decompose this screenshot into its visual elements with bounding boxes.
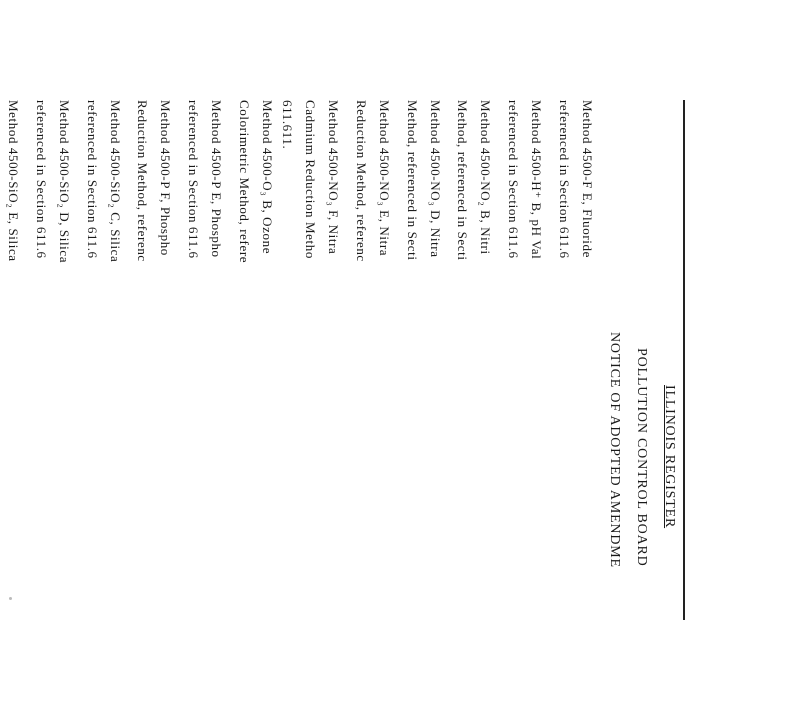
- method-entry-line: Method 4500-NO₂ B, Nitri: [478, 100, 493, 255]
- method-entry-line: Colorimetric Method, refere: [237, 100, 252, 264]
- method-entry-line: Reduction Method, referenc: [135, 100, 150, 262]
- method-entry-line: Method, referenced in Secti: [405, 100, 420, 261]
- method-entry-line: referenced in Section 611.6: [34, 100, 49, 259]
- method-entry-line: Method 4500-P E, Phospho: [209, 100, 224, 258]
- register-title: ILLINOIS REGISTER: [662, 385, 677, 529]
- method-entry-line: Method 4500-NO₃ E, Nitra: [377, 100, 392, 257]
- notice-heading: NOTICE OF ADOPTED AMENDME: [607, 332, 622, 568]
- method-entry-line: referenced in Section 611.6: [506, 100, 521, 259]
- method-entry-line: Method 4500-SiO₂ C, Silica: [108, 100, 123, 263]
- method-entry-line: Method 4500-O₃ B, Ozone: [260, 100, 275, 255]
- method-entry-line: referenced in Section 611.6: [85, 100, 100, 259]
- method-entry-line: Method, referenced in Secti: [455, 100, 470, 261]
- method-entry-line: 611.611.: [280, 100, 295, 150]
- method-entry-line: referenced in Section 611.6: [186, 100, 201, 259]
- scan-speck: [9, 597, 12, 600]
- method-entry-line: Method 4500-SiO₂ D, Silica: [57, 100, 72, 264]
- header-rule: [683, 100, 685, 620]
- method-entry-line: Reduction Method, referenc: [354, 100, 369, 262]
- method-entry-line: referenced in Section 611.6: [557, 100, 572, 259]
- method-entry-line: Method 4500-H⁺ B, pH Val: [529, 100, 544, 260]
- method-entry-line: Method 4500-P F, Phospho: [158, 100, 173, 256]
- board-name: POLLUTION CONTROL BOARD: [634, 348, 649, 567]
- method-entry-line: Method 4500-NO₃ D, Nitra: [428, 100, 443, 258]
- method-entry-line: Method 4500-NO₃ F, Nitra: [326, 100, 341, 255]
- method-entry-line: Method 4500-F E, Fluoride: [580, 100, 595, 258]
- method-entry-line: Cadmium Reduction Metho: [303, 100, 318, 259]
- method-entry-line: Method 4500-SiO₂ E, Silica: [6, 100, 21, 262]
- rotated-document-page: [6, 100, 685, 718]
